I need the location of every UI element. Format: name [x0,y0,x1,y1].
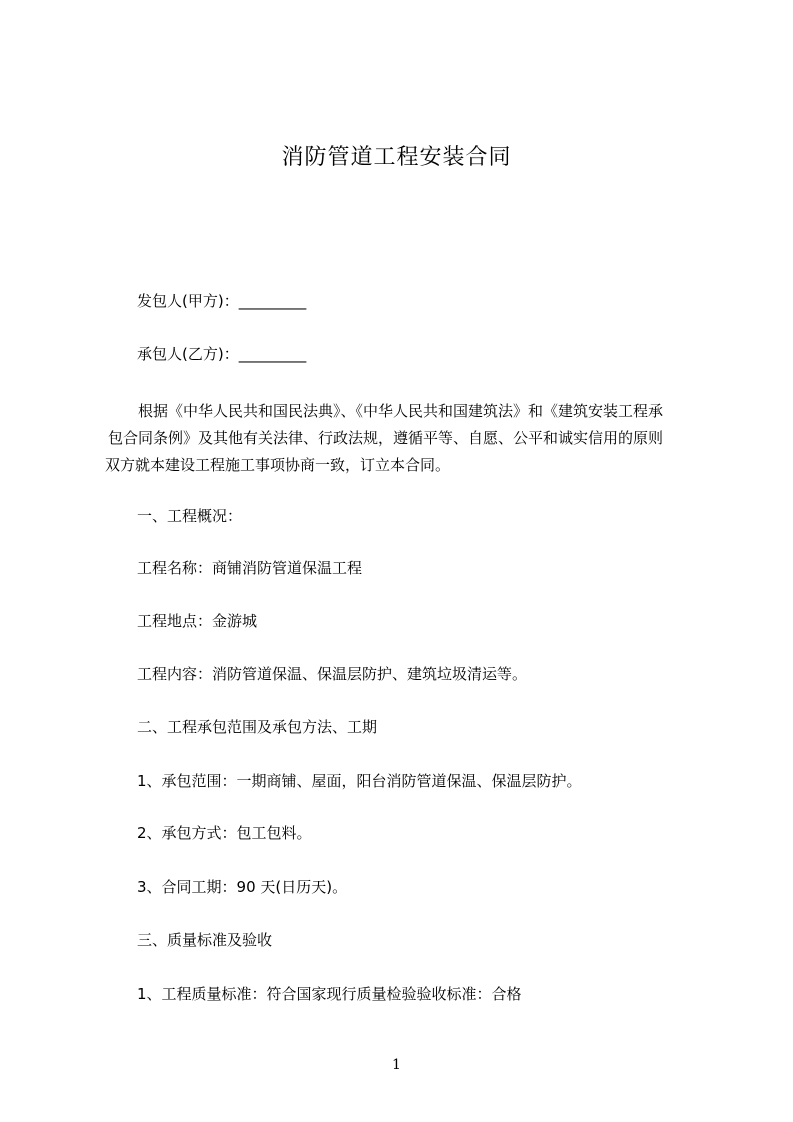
project-location: 工程地点：金游城 [137,612,258,630]
party-b-line: 承包人(乙方)：_________ [137,345,307,363]
contract-period: 3、合同工期：90 天(日历天)。 [137,878,348,896]
preamble-line-3: 双方就本建设工程施工事项协商一致，订立本合同。 [105,456,451,474]
project-content: 工程内容：消防管道保温、保温层防护、建筑垃圾清运等。 [137,665,528,683]
preamble-line-2: 包合同条例》及其他有关法律、行政法规，遵循平等、自愿、公平和诚实信用的原则 [108,429,664,447]
quality-standard: 1、工程质量标准：符合国家现行质量检验验收标准：合格 [137,985,522,1003]
section-1-heading: 一、工程概况： [137,507,243,525]
page-number: 1 [392,1057,401,1073]
section-2-heading: 二、工程承包范围及承包方法、工期 [137,718,378,736]
document-title: 消防管道工程安装合同 [281,145,512,170]
contract-scope: 1、承包范围：一期商铺、屋面，阳台消防管道保温、保温层防护。 [137,772,582,790]
party-a-line: 发包人(甲方)：_________ [137,292,307,310]
project-name: 工程名称：商铺消防管道保温工程 [137,559,363,577]
section-3-heading: 三、质量标准及验收 [137,931,273,949]
preamble-paragraph [105,398,695,479]
contract-method: 2、承包方式：包工包料。 [137,824,312,842]
preamble-line-1: 根据《中华人民共和国民法典》、《中华人民共和国建筑法》和《建筑安装工程承 [138,402,664,420]
